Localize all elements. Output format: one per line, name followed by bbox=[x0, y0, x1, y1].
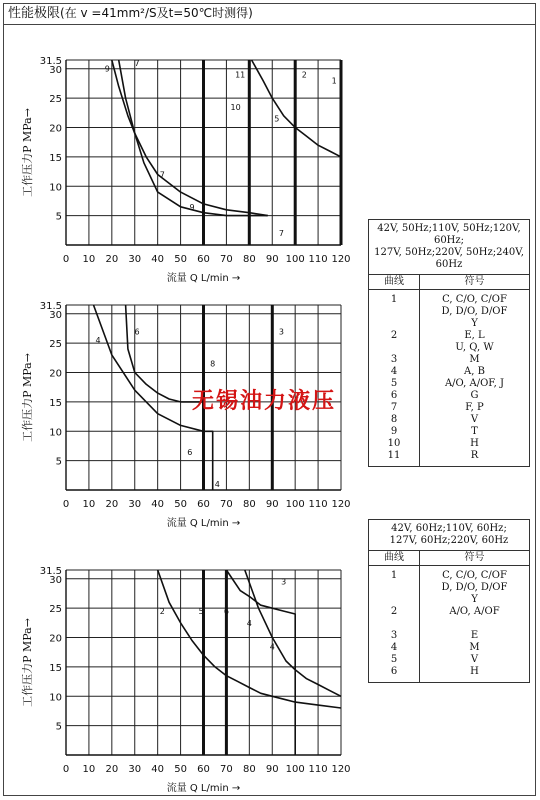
x-tick-label: 10 bbox=[82, 254, 96, 265]
y-tick-label: 10 bbox=[49, 182, 62, 194]
y-tick-label: 20 bbox=[49, 123, 62, 135]
x-tick-label: 20 bbox=[105, 254, 119, 265]
y-tick-label: 31.5 bbox=[39, 56, 62, 67]
symbol-code: E bbox=[470, 630, 479, 641]
symbol-code: T bbox=[471, 426, 478, 437]
curve-label: 4 bbox=[269, 642, 275, 652]
y-tick-label: 5 bbox=[55, 211, 62, 223]
curve-number: 9 bbox=[390, 426, 398, 437]
y-tick-label: 15 bbox=[49, 397, 62, 409]
curve-label: 3 bbox=[278, 327, 284, 337]
symbol-code: D, D/O, D/OF bbox=[441, 306, 508, 317]
y-tick-label: 10 bbox=[49, 427, 62, 439]
curve-number bbox=[371, 594, 417, 606]
x-tick-label: 100 bbox=[285, 764, 305, 775]
curve-number bbox=[371, 342, 417, 354]
x-tick-label: 50 bbox=[174, 254, 187, 265]
x-tick-label: 10 bbox=[82, 764, 96, 775]
y-tick-label: 5 bbox=[55, 456, 62, 468]
x-tick-label: 50 bbox=[174, 499, 187, 510]
symbol-code: R bbox=[470, 450, 479, 461]
symbol-code: C, C/O, C/OF bbox=[442, 570, 507, 581]
y-tick-label: 30 bbox=[49, 64, 62, 76]
watermark-text: 无锡油力液压 bbox=[192, 388, 337, 414]
curve-label: 5 bbox=[274, 114, 280, 124]
symbol-code: F, P bbox=[465, 402, 484, 413]
legend-voltages bbox=[369, 520, 530, 551]
symbol-code: A/O, A/OF bbox=[449, 606, 500, 617]
curve-label: 7 bbox=[278, 229, 284, 239]
curve-label: 6 bbox=[223, 607, 229, 617]
page-subtitle: (在 v =41mm²/S及t=50℃时测得) bbox=[60, 6, 253, 20]
curve-number: 5 bbox=[390, 654, 398, 665]
symbol-code: A, B bbox=[464, 366, 485, 377]
x-tick-label: 110 bbox=[308, 254, 328, 265]
y-tick-label: 20 bbox=[49, 633, 62, 645]
curve-label: 7 bbox=[159, 170, 165, 180]
x-tick-label: 80 bbox=[242, 499, 256, 510]
x-tick-label: 10 bbox=[82, 499, 96, 510]
x-tick-label: 40 bbox=[151, 764, 165, 775]
curve-label: 11 bbox=[235, 70, 246, 80]
y-tick-label: 25 bbox=[49, 94, 62, 106]
symbol-code: V bbox=[470, 654, 479, 665]
curve-number bbox=[371, 318, 417, 330]
x-axis-label: 流量 Q L/min → bbox=[166, 518, 241, 529]
voltage-line: 127V, 50Hz;220V, 50Hz;240V, 60Hz bbox=[374, 247, 524, 270]
curve-number bbox=[371, 618, 417, 630]
curve-label: 3 bbox=[281, 577, 287, 587]
legend-voltage-row bbox=[369, 520, 530, 551]
curve-label: 6 bbox=[187, 447, 193, 457]
curve-numbers bbox=[369, 290, 420, 467]
x-tick-label: 110 bbox=[308, 499, 328, 510]
y-axis-label: 工作压力P MPa→ bbox=[21, 618, 34, 707]
legend-voltages bbox=[369, 220, 530, 275]
legend-table-1 bbox=[368, 219, 530, 467]
curve-label: 6 bbox=[134, 327, 140, 337]
symbol-code: H bbox=[470, 666, 479, 677]
curve-label: 10 bbox=[230, 102, 241, 112]
curve-number: 3 bbox=[390, 354, 398, 365]
y-tick-label: 15 bbox=[49, 152, 62, 164]
symbol-code: M bbox=[469, 354, 480, 365]
curve-number: 10 bbox=[387, 438, 401, 449]
x-tick-label: 70 bbox=[220, 254, 233, 265]
symbol-code bbox=[422, 618, 527, 630]
symbol-code: C, C/O, C/OF bbox=[442, 294, 507, 305]
symbol-code: H bbox=[470, 438, 479, 449]
symbol-column-header: 符号 bbox=[420, 275, 530, 290]
x-tick-label: 80 bbox=[242, 254, 256, 265]
x-tick-label: 30 bbox=[128, 254, 142, 265]
x-tick-label: 60 bbox=[197, 499, 210, 510]
curve-number: 5 bbox=[390, 378, 398, 389]
x-tick-label: 110 bbox=[308, 764, 328, 775]
curve-column-header: 曲线 bbox=[369, 551, 420, 566]
x-tick-label: 50 bbox=[174, 764, 187, 775]
legend-header-row bbox=[369, 551, 530, 566]
y-tick-label: 10 bbox=[49, 692, 62, 704]
x-tick-label: 120 bbox=[331, 764, 351, 775]
curve-number bbox=[371, 582, 417, 594]
x-tick-label: 100 bbox=[285, 254, 305, 265]
curve-label: 7 bbox=[134, 58, 140, 68]
curve-number: 2 bbox=[390, 330, 398, 341]
x-tick-label: 0 bbox=[62, 499, 70, 510]
curve-label: 4 bbox=[95, 336, 101, 346]
y-tick-label: 15 bbox=[49, 662, 62, 674]
legend-voltage-row bbox=[369, 220, 530, 275]
symbol-code: E, L bbox=[464, 330, 485, 341]
x-tick-label: 60 bbox=[197, 254, 210, 265]
y-axis-label: 工作压力P MPa→ bbox=[21, 108, 34, 197]
x-tick-label: 40 bbox=[151, 254, 165, 265]
curve-label: 9 bbox=[189, 202, 195, 212]
curve-number: 4 bbox=[390, 366, 398, 377]
y-tick-label: 25 bbox=[49, 339, 62, 351]
x-tick-label: 0 bbox=[62, 764, 70, 775]
legend-body-row bbox=[369, 566, 530, 683]
symbol-code: A/O, A/OF, J bbox=[444, 378, 505, 389]
curve-number: 1 bbox=[390, 294, 398, 305]
curve-numbers bbox=[369, 566, 420, 683]
curve-number: 11 bbox=[387, 450, 401, 461]
y-tick-label: 5 bbox=[55, 721, 62, 733]
curve-label: 9 bbox=[104, 64, 110, 74]
x-tick-label: 90 bbox=[265, 254, 279, 265]
y-tick-label: 25 bbox=[49, 604, 62, 616]
legend-header-row bbox=[369, 275, 530, 290]
x-tick-label: 90 bbox=[265, 499, 279, 510]
x-tick-label: 60 bbox=[197, 764, 210, 775]
x-tick-label: 80 bbox=[242, 764, 256, 775]
curve-number: 2 bbox=[390, 606, 398, 617]
y-axis-label: 工作压力P MPa→ bbox=[21, 353, 34, 442]
y-tick-label: 30 bbox=[49, 574, 62, 586]
x-tick-label: 100 bbox=[285, 499, 305, 510]
x-tick-label: 30 bbox=[128, 499, 142, 510]
symbol-code: U, Q, W bbox=[455, 342, 494, 353]
curve-label: 1 bbox=[331, 76, 337, 86]
symbol-code: D, D/O, D/OF bbox=[441, 582, 508, 593]
x-tick-label: 120 bbox=[331, 499, 351, 510]
curve-label: 4 bbox=[214, 480, 220, 490]
curve-number: 6 bbox=[390, 390, 398, 401]
x-axis-label: 流量 Q L/min → bbox=[166, 273, 241, 284]
page-title: 性能极限 bbox=[8, 6, 61, 21]
y-tick-label: 31.5 bbox=[39, 566, 62, 577]
y-tick-label: 31.5 bbox=[39, 301, 62, 312]
x-tick-label: 90 bbox=[265, 764, 279, 775]
voltage-line: 127V, 60Hz;220V, 60Hz bbox=[389, 535, 509, 546]
symbol-codes bbox=[420, 566, 530, 683]
symbol-code: M bbox=[469, 642, 480, 653]
symbol-code: G bbox=[470, 390, 479, 401]
symbol-column-header: 符号 bbox=[420, 551, 530, 566]
symbol-codes bbox=[420, 290, 530, 467]
voltage-line: 42V, 60Hz;110V, 60Hz; bbox=[391, 523, 507, 534]
symbol-code: V bbox=[470, 414, 479, 425]
curve-label: 2 bbox=[159, 607, 165, 617]
curve-number: 6 bbox=[390, 666, 398, 677]
x-tick-label: 40 bbox=[151, 499, 165, 510]
curve-label: 4 bbox=[246, 618, 252, 628]
x-axis-label: 流量 Q L/min → bbox=[166, 783, 241, 794]
curve-column-header: 曲线 bbox=[369, 275, 420, 290]
curve-number: 1 bbox=[390, 570, 398, 581]
x-tick-label: 70 bbox=[220, 764, 233, 775]
y-tick-label: 20 bbox=[49, 368, 62, 380]
curve-number: 8 bbox=[390, 414, 398, 425]
curve-number: 4 bbox=[390, 642, 398, 653]
curve-number: 7 bbox=[390, 402, 398, 413]
curve-number bbox=[371, 306, 417, 318]
series-line-4 bbox=[245, 570, 341, 696]
symbol-code: Y bbox=[471, 594, 478, 605]
x-tick-label: 0 bbox=[62, 254, 70, 265]
x-tick-label: 20 bbox=[105, 764, 119, 775]
curve-label: 8 bbox=[210, 359, 216, 369]
curve-number: 3 bbox=[390, 630, 398, 641]
legend-table-2 bbox=[368, 519, 530, 683]
y-tick-label: 30 bbox=[49, 309, 62, 321]
legend-body-row bbox=[369, 290, 530, 467]
series-line-3 bbox=[223, 570, 295, 755]
x-tick-label: 30 bbox=[128, 764, 142, 775]
curve-label: 2 bbox=[301, 70, 307, 80]
x-tick-label: 70 bbox=[220, 499, 233, 510]
curve-label: 5 bbox=[198, 607, 204, 617]
x-tick-label: 20 bbox=[105, 499, 119, 510]
voltage-line: 42V, 50Hz;110V, 50Hz;120V, 60Hz; bbox=[377, 223, 521, 246]
x-tick-label: 120 bbox=[331, 254, 351, 265]
symbol-code: Y bbox=[471, 318, 478, 329]
